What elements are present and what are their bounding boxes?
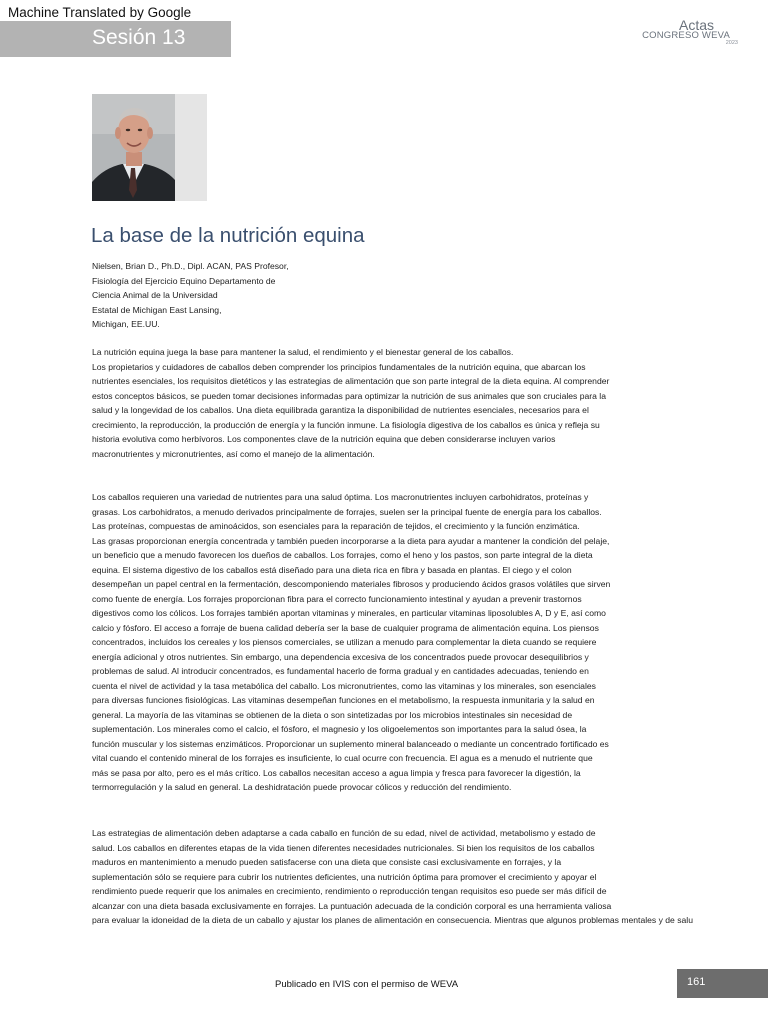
paragraph-line: macronutrientes y micronutrientes, así como el manejo de la alimentación. [92,448,375,459]
page-number: 161 [687,976,706,988]
paragraph-line: Las proteínas, compuestas de aminoácidos, son esenciales para la reparación de tejidos, el crecimiento y la función enzimática. [92,521,580,531]
paragraph-line: para evaluar la idoneidad de la dieta de un caballo y ajustar los planes de alimentación en consecuencia. Mientras que algunos problemas mentales y de salu [92,915,693,925]
paragraph-line: energía adicional y otros nutrientes. Sin embargo, una dependencia excesiva de los concentrados puede provocar desequilibrios y [92,651,589,662]
session-label: Sesión 13 [92,26,186,49]
paragraph-line: desempeñan un papel central en la fermentación, descomponiendo materiales fibrosos y produciendo ácidos grasos volátiles que sirven [92,579,611,589]
paragraph-line: nutrientes esenciales, los requisitos dietéticos y las estrategias de alimentación que son parte integral de la dieta equina. Al comprender [92,376,610,386]
paragraph-line: alcanzar con una dieta basada exclusivamente en forrajes. La puntuación adecuada de la condición corporal es una herramienta valiosa [92,900,612,911]
paragraph-line: La nutrición equina juega la base para mantener la salud, el rendimiento y el bienestar general de los caballos. [92,347,514,357]
paragraph-line: equina. El sistema digestivo de los caballos está diseñado para una dieta rica en fibra y basada en plantas. El ciego y el colon [92,564,572,575]
paragraph-line: Los caballos requieren una variedad de nutrientes para una salud óptima. Los macronutrientes incluyen carbohidratos, proteínas y [92,492,589,502]
paragraph-line: historia evolutiva como herbívoros. Los componentes clave de la nutrición equina que deben considerarse incluyen varios [92,434,556,444]
footer-published-note: Publicado en IVIS con el permiso de WEVA [275,979,459,990]
actas-year: 2023 [725,40,738,46]
paragraph-line: concentrados, incluidos los cereales y los piensos comerciales, se utilizan a menudo para complementar la dieta cuando se requiere [92,637,597,647]
actas-title: Actas [678,17,714,33]
paragraph-line: problemas de salud. Al introducir concentrados, es fundamental hacerlo de forma gradual y en cantidades adecuadas, teniendo en [92,666,589,676]
author-line: Estatal de Michigan East Lansing, [92,304,222,315]
paragraph-line: salud. Los caballos en diferentes etapas de la vida tienen diferentes necesidades nutricionales. Si bien los requisitos de los caballos [92,842,595,853]
paragraph-line: vital cuando el contenido mineral de los forrajes es insuficiente, lo cual ocurre con frecuencia. El agua es a menudo el nutriente que [92,753,593,763]
author-line: Nielsen, Brian D., Ph.D., Dipl. ACAN, PAS Profesor, [92,261,289,271]
session-band [0,21,231,57]
author-line: Michigan, EE.UU. [92,319,160,330]
page-number-box [677,969,768,998]
paragraph-line: más se pasa por alto, pero es el más crítico. Los caballos necesitan acceso a agua limpia y fresca para favorecer la digestión, la [92,767,581,778]
paragraph-line: termorregulación y la salud en general. La deshidratación puede provocar cólicos y reducción del rendimiento. [92,782,512,792]
paragraph-line: calcio y fósforo. El acceso a forraje de buena calidad debería ser la base de cualquier programa de alimentación equina. Los piensos [92,622,599,633]
author-line: Fisiología del Ejercicio Equino Departamento de [92,275,276,286]
actas-subtitle: CONGRESO WEVA [642,30,730,41]
paragraph-line: salud y la longevidad de los caballos. Una dieta equilibrada garantiza la disponibilidad de nutrientes esenciales, necesarios para el [92,405,589,415]
paragraph-feeding-strategies [92,826,768,928]
paragraph-line: suplementación sólo se requiere para cubrir los nutrientes deficientes, una nutrición óptima para promover el crecimiento y apoyar el [92,871,597,882]
paragraph-line: como fuente de energía. Los forrajes proporcionan fibra para el correcto funcionamiento intestinal y ayudan a prevenir trastornos [92,593,582,604]
paragraph-line: general. La mayoría de las vitaminas se obtienen de la dieta o son sintetizadas por los microbios intestinales sin necesidad de [92,709,573,720]
photo-side-panel [175,94,207,201]
paragraph-line: Las grasas proporcionan energía concentrada y también pueden incorporarse a la dieta para ayudar a mantener la condición del pelaje, [92,535,610,546]
paragraph-line: cuenta el nivel de actividad y la tasa metabólica del caballo. Los micronutrientes, como las vitaminas y los minerales, son esenciales [92,680,596,691]
author-line: Ciencia Animal de la Universidad [92,290,218,301]
paragraph-line: estos conceptos básicos, se pueden tomar decisiones informadas para optimizar la nutrición de sus animales que son cruciales para la [92,390,606,401]
paragraph-line: un beneficio que a menudo favorecen los dueños de caballos. Los forrajes, como el heno y los pastos, son parte integral de la dieta [92,550,593,560]
paragraph-nutrients [92,490,768,795]
author-photo [92,94,175,201]
author-portrait-image [92,94,175,201]
paragraph-line: crecimiento, la reproducción, la producción de energía y la función inmune. La fisiología digestiva de los caballos es única y refleja su [92,419,600,430]
paragraph-line: suplementación. Los minerales como el calcio, el fósforo, el magnesio y los oligoelementos son importantes para la salud ósea, la [92,724,587,734]
article-title: La base de la nutrición equina [91,224,365,247]
author-affiliation [92,259,492,332]
paragraph-line: para diversas funciones fisiológicas. Las vitaminas desempeñan funciones en el metabolismo, la respuesta inmunitaria y la salud en [92,695,595,705]
paragraph-line: digestivos como los cólicos. Los forrajes también aportan vitaminas y minerales, en particular vitaminas liposolubles A, D y E, así como [92,608,606,618]
paragraph-line: Los propietarios y cuidadores de caballos deben comprender los principios fundamentales de la nutrición equina, que abarcan los [92,361,586,372]
paragraph-line: maduros en mantenimiento a menudo pueden satisfacerse con una dieta que consiste casi exclusivamente en forrajes, y la [92,857,562,867]
paragraph-line: función muscular y los sistemas enzimáticos. Proporcionar un suplemento mineral balanceado o mediante un concentrado fortificado es [92,738,609,749]
paragraph-intro [92,345,768,461]
machine-translated-label: Machine Translated by Google [8,5,192,20]
paragraph-line: grasas. Los carbohidratos, a menudo derivados principalmente de forrajes, suelen ser la principal fuente de energía para los caballos. [92,506,602,517]
author-photo-frame [92,94,207,201]
paragraph-line: rendimiento puede requerir que los animales en crecimiento, rendimiento o reproducción tengan requisitos eso puede ser más difícil de [92,886,607,896]
paragraph-line: Las estrategias de alimentación deben adaptarse a cada caballo en función de su edad, nivel de actividad, metabolismo y estado de [92,828,596,838]
